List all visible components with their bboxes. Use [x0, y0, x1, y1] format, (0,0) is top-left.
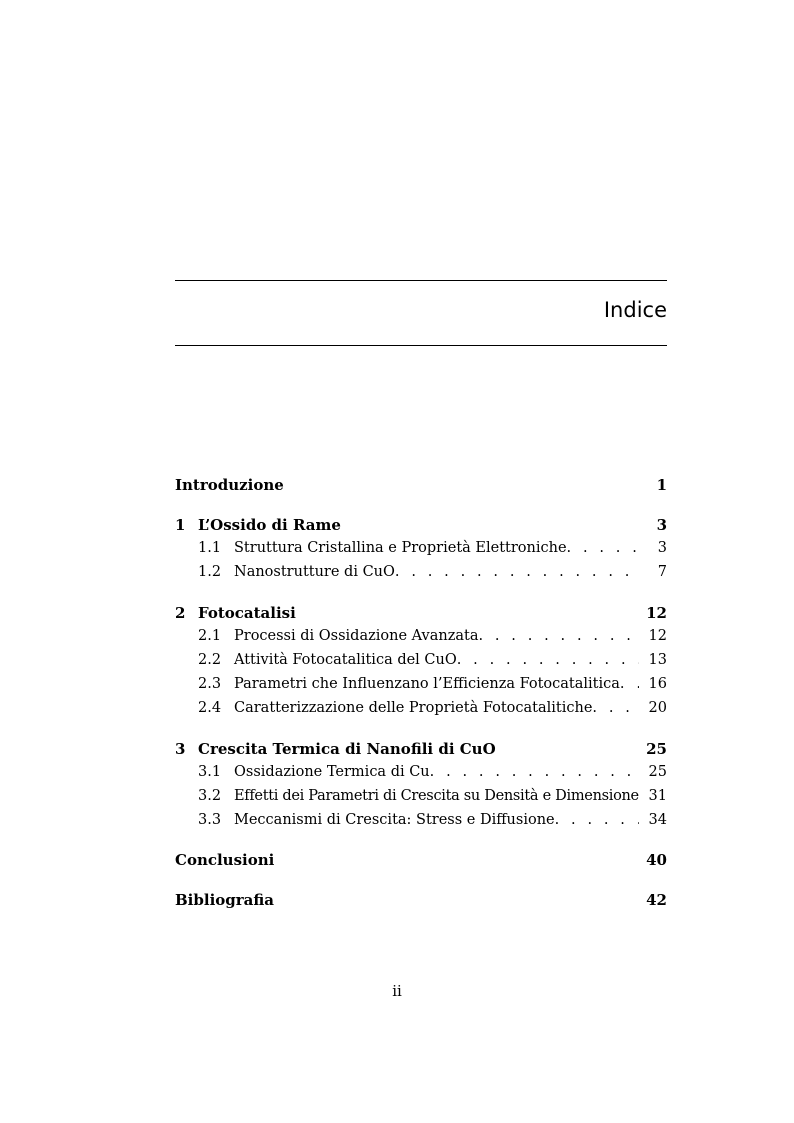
- toc-entry-title: Conclusioni: [175, 851, 275, 869]
- toc-entry-chapter-2[interactable]: [175, 604, 667, 626]
- page-title: Indice: [603, 298, 667, 322]
- bottom-rule: [175, 345, 667, 346]
- toc-entry-section-2-1[interactable]: [175, 628, 667, 650]
- toc-entry-title: Nanostrutture di CuO: [234, 564, 395, 580]
- toc-entry-section-3-1[interactable]: [175, 764, 667, 786]
- toc-entry-title: Processi di Ossidazione Avanzata: [234, 628, 479, 644]
- toc-entry-page: 25: [646, 740, 667, 758]
- toc-entry-page: 25: [648, 764, 667, 780]
- toc-entry-page: 7: [657, 564, 667, 580]
- toc-entry-title: Struttura Cristallina e Proprietà Elettroniche: [234, 540, 567, 556]
- dot-leader: [430, 764, 639, 780]
- dot-leader: [620, 676, 639, 692]
- toc-entry-title: Crescita Termica di Nanofili di CuO: [198, 740, 496, 758]
- toc-entry-page: 12: [648, 628, 667, 644]
- toc-entry-title: L’Ossido di Rame: [198, 516, 341, 534]
- toc-entry-title: Introduzione: [175, 476, 284, 494]
- page-number: ii: [392, 982, 402, 1000]
- toc-entry-section-1-2[interactable]: [175, 564, 667, 586]
- toc-entry-page: 3: [657, 540, 667, 556]
- toc-entry-number: 2.3: [198, 676, 222, 692]
- toc-entry-page: 1: [656, 476, 667, 494]
- toc-entry-number: 3.3: [198, 812, 222, 828]
- toc-entry-page: 12: [646, 604, 667, 622]
- dot-leader: [457, 652, 639, 668]
- toc-entry-page: 42: [646, 891, 667, 909]
- toc-entry-section-2-4[interactable]: [175, 700, 667, 722]
- dot-leader: [395, 564, 639, 580]
- toc-entry-page: 20: [648, 700, 667, 716]
- toc-entry-title: Bibliografia: [175, 891, 275, 909]
- toc-entry-chapter-1[interactable]: [175, 516, 667, 538]
- toc-entry-number: 3.2: [198, 788, 222, 804]
- toc-entry-introduzione[interactable]: [175, 476, 667, 498]
- toc-entry-number: 3.1: [198, 764, 222, 780]
- toc-entry-page: 34: [648, 812, 667, 828]
- toc-entry-title: Ossidazione Termica di Cu: [234, 764, 430, 780]
- toc-entry-number: 2.4: [198, 700, 222, 716]
- toc-entry-page: 16: [648, 676, 667, 692]
- dot-leader: [567, 540, 639, 556]
- toc-entry-number: 3: [175, 740, 186, 758]
- toc-entry-title: Fotocatalisi: [198, 604, 296, 622]
- toc-entry-number: 1.2: [198, 564, 222, 580]
- dot-leader: [592, 700, 639, 716]
- toc-entry-section-3-2[interactable]: [175, 788, 667, 810]
- dot-leader: [478, 628, 639, 644]
- toc-entry-page: 31: [648, 788, 667, 804]
- toc-entry-page: 13: [648, 652, 667, 668]
- toc-entry-number: 2: [175, 604, 186, 622]
- toc-entry-number: 2.1: [198, 628, 222, 644]
- toc-entry-section-2-3[interactable]: [175, 676, 667, 698]
- toc-entry-chapter-3[interactable]: [175, 740, 667, 762]
- toc-entry-page: 40: [646, 851, 667, 869]
- toc-entry-title: Attività Fotocatalitica del CuO: [234, 652, 457, 668]
- toc-entry-page: 3: [656, 516, 667, 534]
- toc-entry-number: 1: [175, 516, 186, 534]
- toc-entry-conclusioni[interactable]: [175, 851, 667, 873]
- toc-entry-title: Meccanismi di Crescita: Stress e Diffusione: [234, 812, 555, 828]
- top-rule: [175, 280, 667, 281]
- toc-entry-number: 2.2: [198, 652, 222, 668]
- dot-leader: [555, 812, 639, 828]
- toc-entry-number: 1.1: [198, 540, 222, 556]
- toc-entry-section-2-2[interactable]: [175, 652, 667, 674]
- toc-entry-title: Caratterizzazione delle Proprietà Fotocatalitiche: [234, 700, 593, 716]
- toc-entry-title: Effetti dei Parametri di Crescita su Densità e Dimensione: [234, 788, 639, 804]
- toc-entry-title: Parametri che Influenzano l’Efficienza Fotocatalitica: [234, 676, 620, 692]
- toc-entry-section-1-1[interactable]: [175, 540, 667, 562]
- toc-entry-section-3-3[interactable]: [175, 812, 667, 834]
- toc-entry-bibliografia[interactable]: [175, 891, 667, 913]
